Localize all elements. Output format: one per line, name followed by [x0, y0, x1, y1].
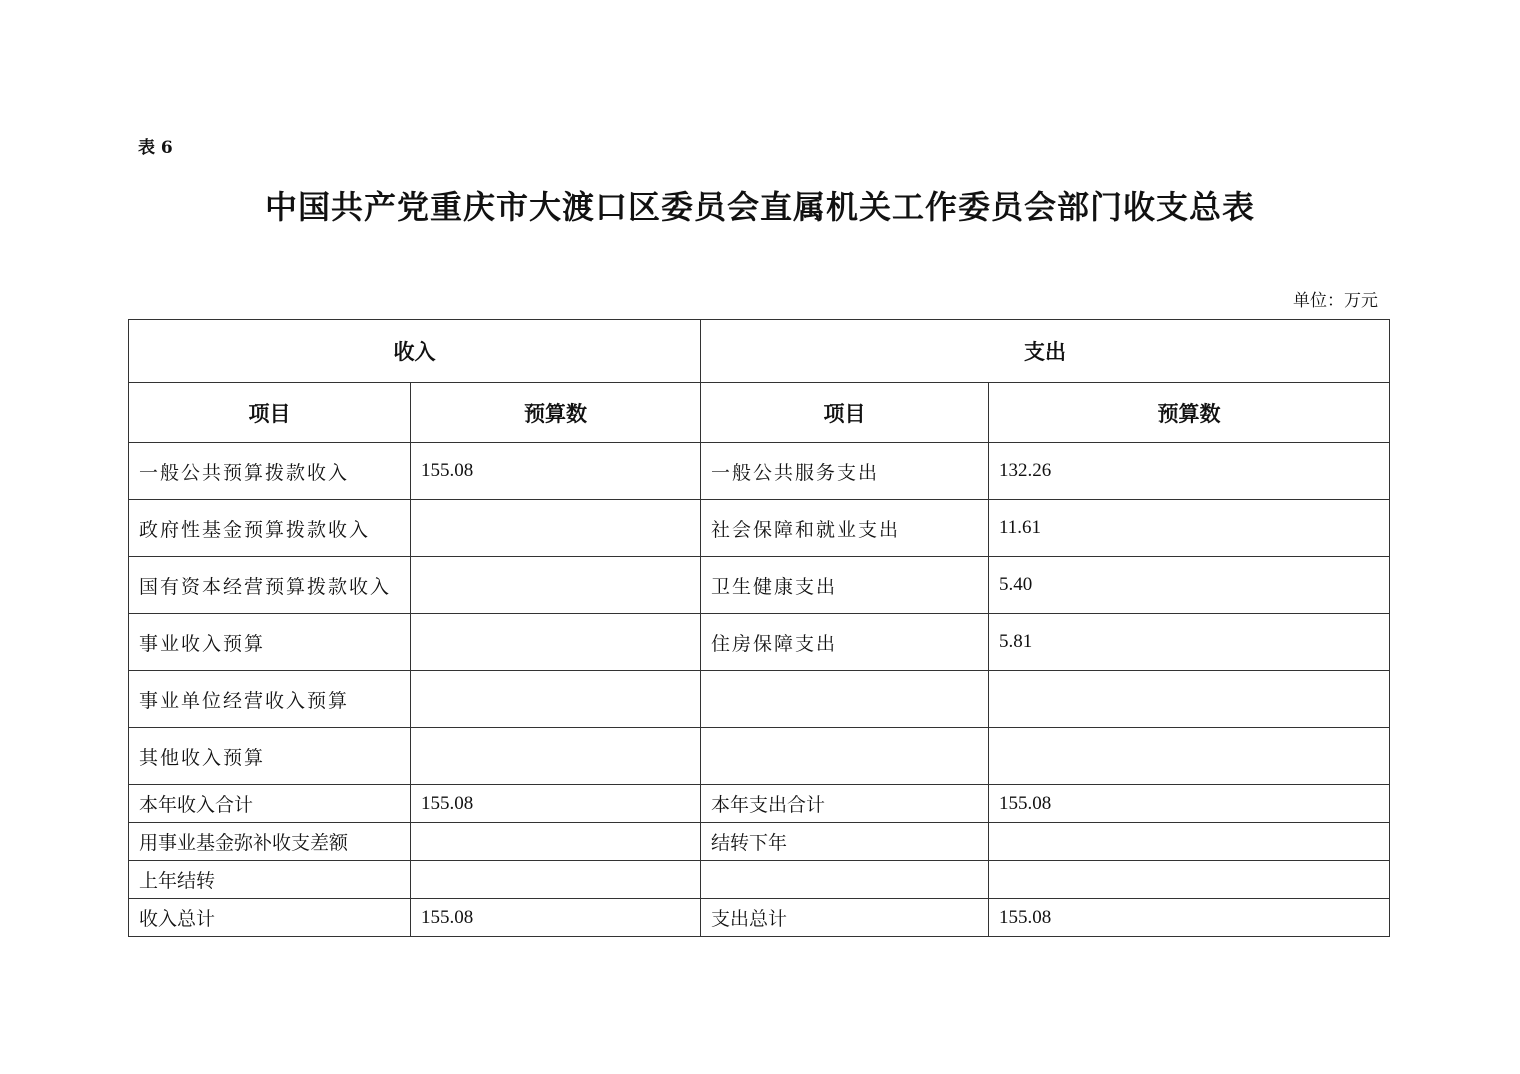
income-budget-header: 预算数 [411, 383, 701, 443]
expense-value-cell [989, 728, 1390, 785]
income-item-cell: 事业单位经营收入预算 [129, 671, 411, 728]
table-row [129, 785, 1390, 823]
income-value-cell [411, 500, 701, 557]
expense-value-cell [989, 861, 1390, 899]
income-value-cell [411, 823, 701, 861]
income-value-cell: 155.08 [411, 899, 701, 937]
income-section-header: 收入 [129, 320, 701, 383]
expense-item-cell: 本年支出合计 [701, 785, 989, 823]
table-row [129, 443, 1390, 500]
unit-label: 单位：万元 [1293, 291, 1378, 311]
expense-item-cell [701, 671, 989, 728]
page-title: 中国共产党重庆市大渡口区委员会直属机关工作委员会部门收支总表 [264, 188, 1255, 226]
table-row [129, 671, 1390, 728]
section-header-row [129, 320, 1390, 383]
budget-summary-table [128, 319, 1390, 937]
expense-item-cell: 支出总计 [701, 899, 989, 937]
income-value-cell [411, 614, 701, 671]
income-item-cell: 用事业基金弥补收支差额 [129, 823, 411, 861]
income-item-cell: 上年结转 [129, 861, 411, 899]
table-row [129, 861, 1390, 899]
income-value-cell [411, 671, 701, 728]
expense-value-cell: 5.40 [989, 557, 1390, 614]
income-item-cell: 政府性基金预算拨款收入 [129, 500, 411, 557]
expense-value-cell: 155.08 [989, 785, 1390, 823]
table-row [129, 557, 1390, 614]
expense-value-cell: 11.61 [989, 500, 1390, 557]
column-header-row [129, 383, 1390, 443]
expense-item-cell: 卫生健康支出 [701, 557, 989, 614]
expense-item-cell: 一般公共服务支出 [701, 443, 989, 500]
expense-budget-header: 预算数 [989, 383, 1390, 443]
income-value-cell [411, 728, 701, 785]
income-value-cell [411, 557, 701, 614]
expense-item-cell: 社会保障和就业支出 [701, 500, 989, 557]
table-row [129, 500, 1390, 557]
table-row [129, 899, 1390, 937]
table-number: 表 6 [138, 138, 173, 158]
income-item-cell: 其他收入预算 [129, 728, 411, 785]
expense-item-cell: 结转下年 [701, 823, 989, 861]
income-value-cell: 155.08 [411, 785, 701, 823]
expense-value-cell [989, 671, 1390, 728]
expense-item-cell [701, 861, 989, 899]
income-item-cell: 事业收入预算 [129, 614, 411, 671]
expense-value-cell: 132.26 [989, 443, 1390, 500]
expense-value-cell: 5.81 [989, 614, 1390, 671]
expense-section-header: 支出 [701, 320, 1390, 383]
expense-value-cell [989, 823, 1390, 861]
expense-item-cell [701, 728, 989, 785]
table-row [129, 614, 1390, 671]
expense-item-cell: 住房保障支出 [701, 614, 989, 671]
income-value-cell: 155.08 [411, 443, 701, 500]
income-item-header: 项目 [129, 383, 411, 443]
table-row [129, 823, 1390, 861]
expense-value-cell: 155.08 [989, 899, 1390, 937]
income-item-cell: 国有资本经营预算拨款收入 [129, 557, 411, 614]
income-item-cell: 本年收入合计 [129, 785, 411, 823]
income-item-cell: 一般公共预算拨款收入 [129, 443, 411, 500]
income-value-cell [411, 861, 701, 899]
income-item-cell: 收入总计 [129, 899, 411, 937]
expense-item-header: 项目 [701, 383, 989, 443]
table-row [129, 728, 1390, 785]
